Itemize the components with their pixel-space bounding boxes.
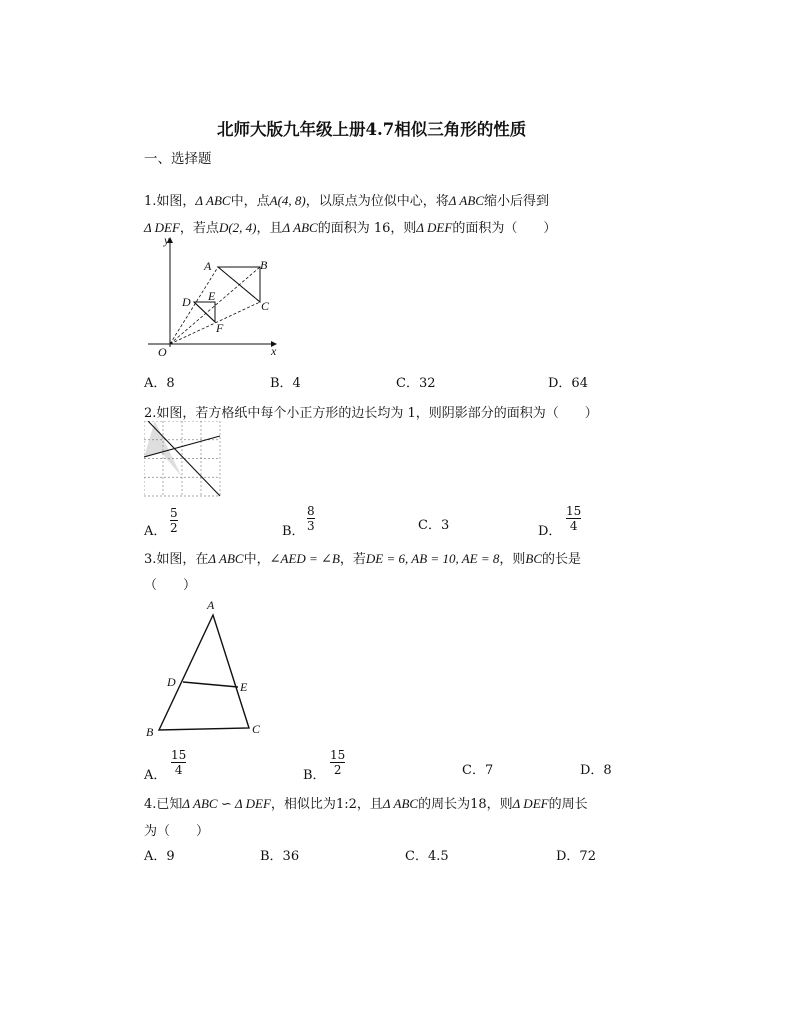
q3-math: DE = 6, AB = 10, AE = 8 bbox=[365, 551, 500, 566]
q1-math: A(4, 8) bbox=[269, 193, 306, 208]
q4-math: 1:2 bbox=[335, 797, 357, 812]
q3-text: 的长是 bbox=[542, 552, 582, 567]
q3-option-a-fraction bbox=[171, 749, 186, 776]
numerator: 15 bbox=[566, 504, 582, 518]
q2-option-b-fraction bbox=[307, 505, 315, 532]
q3-text: 中， bbox=[243, 552, 270, 567]
q3-line1 bbox=[144, 548, 581, 567]
q1-option-a[interactable]: A．8 bbox=[144, 376, 175, 391]
q2-grid-figure bbox=[144, 421, 224, 497]
q3-text: ，则 bbox=[499, 552, 526, 567]
q1-text: ，且 bbox=[256, 221, 283, 236]
q4-option-a[interactable]: A．9 bbox=[144, 849, 175, 864]
q4-line1 bbox=[144, 793, 588, 812]
label-y: y bbox=[164, 233, 170, 247]
label-a: A bbox=[207, 598, 215, 612]
section-heading: 一、选择题 bbox=[144, 151, 212, 167]
q2-option-c[interactable]: C．3 bbox=[418, 518, 450, 533]
q1-text: ，若点 bbox=[179, 221, 219, 236]
label-f: F bbox=[216, 321, 224, 335]
denominator: 2 bbox=[170, 521, 178, 535]
q2-option-b-label[interactable]: B． bbox=[282, 524, 305, 539]
numerator: 15 bbox=[171, 748, 187, 762]
q4-math: Δ ABC bbox=[382, 796, 419, 811]
q4-text: 的周长 bbox=[548, 797, 588, 812]
q4-text: 的周长为 bbox=[418, 797, 471, 812]
q3-option-a-label[interactable]: A． bbox=[144, 768, 167, 783]
label-e: E bbox=[240, 680, 248, 694]
q3-text: 3.如图，在 bbox=[144, 552, 209, 567]
q1-option-c[interactable]: C．32 bbox=[396, 376, 436, 391]
numerator: 15 bbox=[330, 748, 346, 762]
q1-math: D(2, 4) bbox=[218, 220, 257, 235]
q3-math: BC bbox=[525, 551, 543, 566]
q1-text: ，以原点为位似中心，将 bbox=[305, 194, 449, 209]
label-d: D bbox=[182, 295, 191, 309]
numerator: 8 bbox=[307, 504, 315, 518]
q3-math: Δ ABC bbox=[208, 551, 244, 566]
q4-option-c[interactable]: C．4.5 bbox=[405, 849, 449, 864]
q3-line2: （ ） bbox=[144, 578, 197, 593]
label-c: C bbox=[261, 299, 270, 313]
q4-text: ，相似比为 bbox=[270, 797, 336, 812]
q4-text: ，且 bbox=[356, 797, 383, 812]
q4-text: ，则 bbox=[486, 797, 513, 812]
q3-option-b-fraction bbox=[330, 749, 345, 776]
q1-text: 的面积为 16，则 bbox=[317, 221, 417, 236]
label-e: E bbox=[208, 289, 216, 303]
q4-option-b[interactable]: B．36 bbox=[260, 849, 300, 864]
q1-text: 缩小后得到 bbox=[483, 194, 549, 209]
q3-figure bbox=[140, 595, 280, 745]
label-a: A bbox=[204, 259, 212, 273]
q2-option-a-fraction bbox=[170, 507, 178, 534]
q4-math: Δ ABC ∽ Δ DEF bbox=[182, 796, 271, 811]
q1-text: 中，点 bbox=[230, 194, 270, 209]
q1-option-d[interactable]: D．64 bbox=[548, 376, 588, 391]
q1-text: 1.如图， bbox=[144, 194, 196, 209]
q2-text: 2.如图，若方格纸中每个小正方形的边长均为 1，则阴影部分的面积为（ ） bbox=[144, 406, 598, 421]
denominator: 4 bbox=[569, 519, 578, 533]
q2-option-a-label[interactable]: A． bbox=[144, 524, 167, 539]
label-x: x bbox=[271, 344, 277, 358]
label-o: O bbox=[158, 345, 167, 359]
q1-math: Δ ABC bbox=[282, 220, 318, 235]
page-title: 北师大版九年级上册4.7相似三角形的性质 bbox=[217, 120, 527, 139]
line-df bbox=[194, 302, 215, 322]
label-c: C bbox=[252, 722, 261, 736]
q1-line1 bbox=[144, 190, 549, 209]
q1-option-b[interactable]: B．4 bbox=[270, 376, 301, 391]
label-b: B bbox=[260, 258, 268, 272]
q3-option-c[interactable]: C．7 bbox=[462, 763, 494, 778]
q1-text: 的面积为（ ） bbox=[452, 221, 557, 236]
q1-math: Δ DEF bbox=[144, 220, 180, 235]
q4-math: 18 bbox=[470, 797, 487, 812]
q3-option-d[interactable]: D．8 bbox=[580, 763, 612, 778]
q1-math: Δ ABC bbox=[195, 193, 231, 208]
q2-option-d-fraction bbox=[566, 505, 581, 532]
q4-line2: 为（ ） bbox=[144, 824, 210, 839]
q3-math: ∠AED = ∠B bbox=[269, 551, 340, 566]
q1-math: Δ DEF bbox=[416, 220, 453, 235]
numerator: 5 bbox=[170, 506, 178, 520]
q1-figure bbox=[140, 232, 290, 362]
q4-math: Δ DEF bbox=[512, 796, 549, 811]
denominator: 3 bbox=[307, 519, 315, 533]
triangle-abc bbox=[159, 615, 249, 730]
q3-text: ，若 bbox=[339, 552, 366, 567]
q4-option-d[interactable]: D．72 bbox=[556, 849, 596, 864]
q4-text: 4.已知 bbox=[144, 797, 183, 812]
label-b: B bbox=[146, 725, 154, 739]
label-d: D bbox=[167, 675, 176, 689]
denominator: 2 bbox=[333, 763, 342, 777]
q3-option-b-label[interactable]: B． bbox=[303, 768, 326, 783]
segment-de bbox=[183, 682, 238, 687]
q2-option-d-label[interactable]: D． bbox=[538, 524, 562, 539]
denominator: 4 bbox=[174, 763, 183, 777]
q1-math: Δ ABC bbox=[448, 193, 484, 208]
